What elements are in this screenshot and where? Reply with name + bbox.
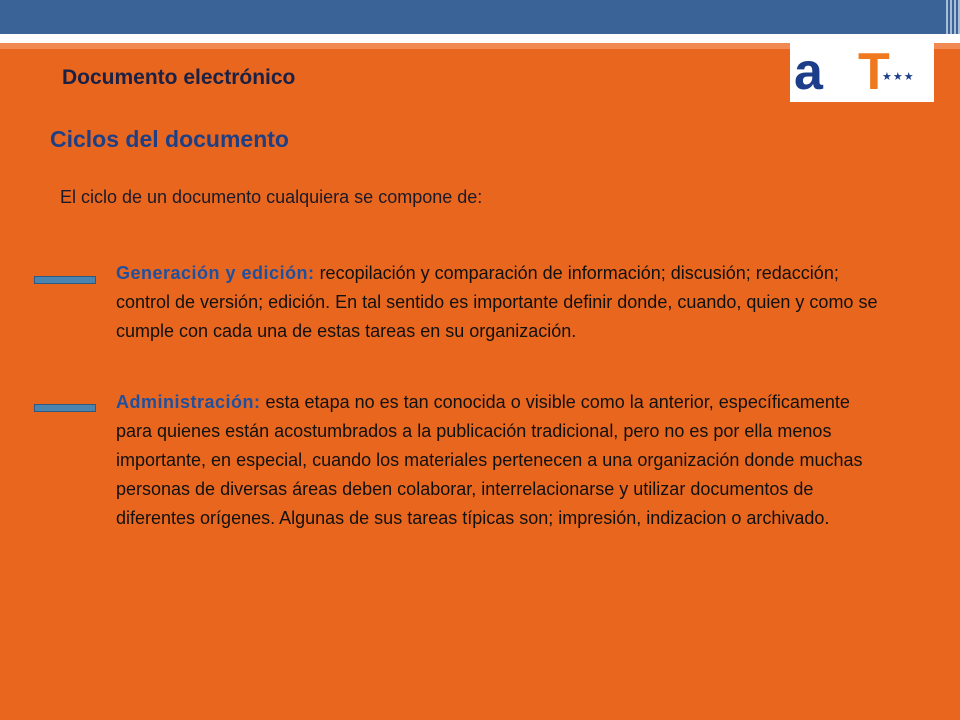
logo-stars-icon: ★★★ (882, 71, 915, 83)
list-item (116, 388, 886, 533)
logo-letter-a: a (794, 43, 821, 101)
slide-title: Documento electrónico (62, 66, 296, 89)
slide-subtitle: Ciclos del documento (50, 126, 289, 152)
top-bar-stripes (926, 0, 960, 34)
list-item (116, 259, 886, 346)
item-text: recopilación y comparación de información; discusión; redacción; control de versión; edición. En tal sentido es importante definir donde, cuando, quien y como se cumple con cada una de estas tareas en su organización. (116, 263, 878, 341)
item-term: Generación y edición: (116, 263, 315, 283)
item-text: esta etapa no es tan conocida o visible como la anterior, específicamente para quienes están acostumbrados a la publicación tradicional, pero no es por ella menos importante, en especial, cuando los materiales pertenecen a una organización donde muchas personas de diversas áreas deben colaborar, interrelacionarse y utilizar documentos de diferentes orígenes. Algunas de sus tareas típicas son; impresión, indizacion o archivado. (116, 392, 863, 528)
top-bar (0, 0, 960, 34)
company-logo (790, 42, 934, 102)
logo-letter-t: T (858, 43, 890, 101)
item-term: Administración: (116, 392, 261, 412)
intro-text: El ciclo de un documento cualquiera se compone de: (60, 187, 483, 207)
bullet-marker (34, 276, 96, 284)
bullet-marker (34, 404, 96, 412)
